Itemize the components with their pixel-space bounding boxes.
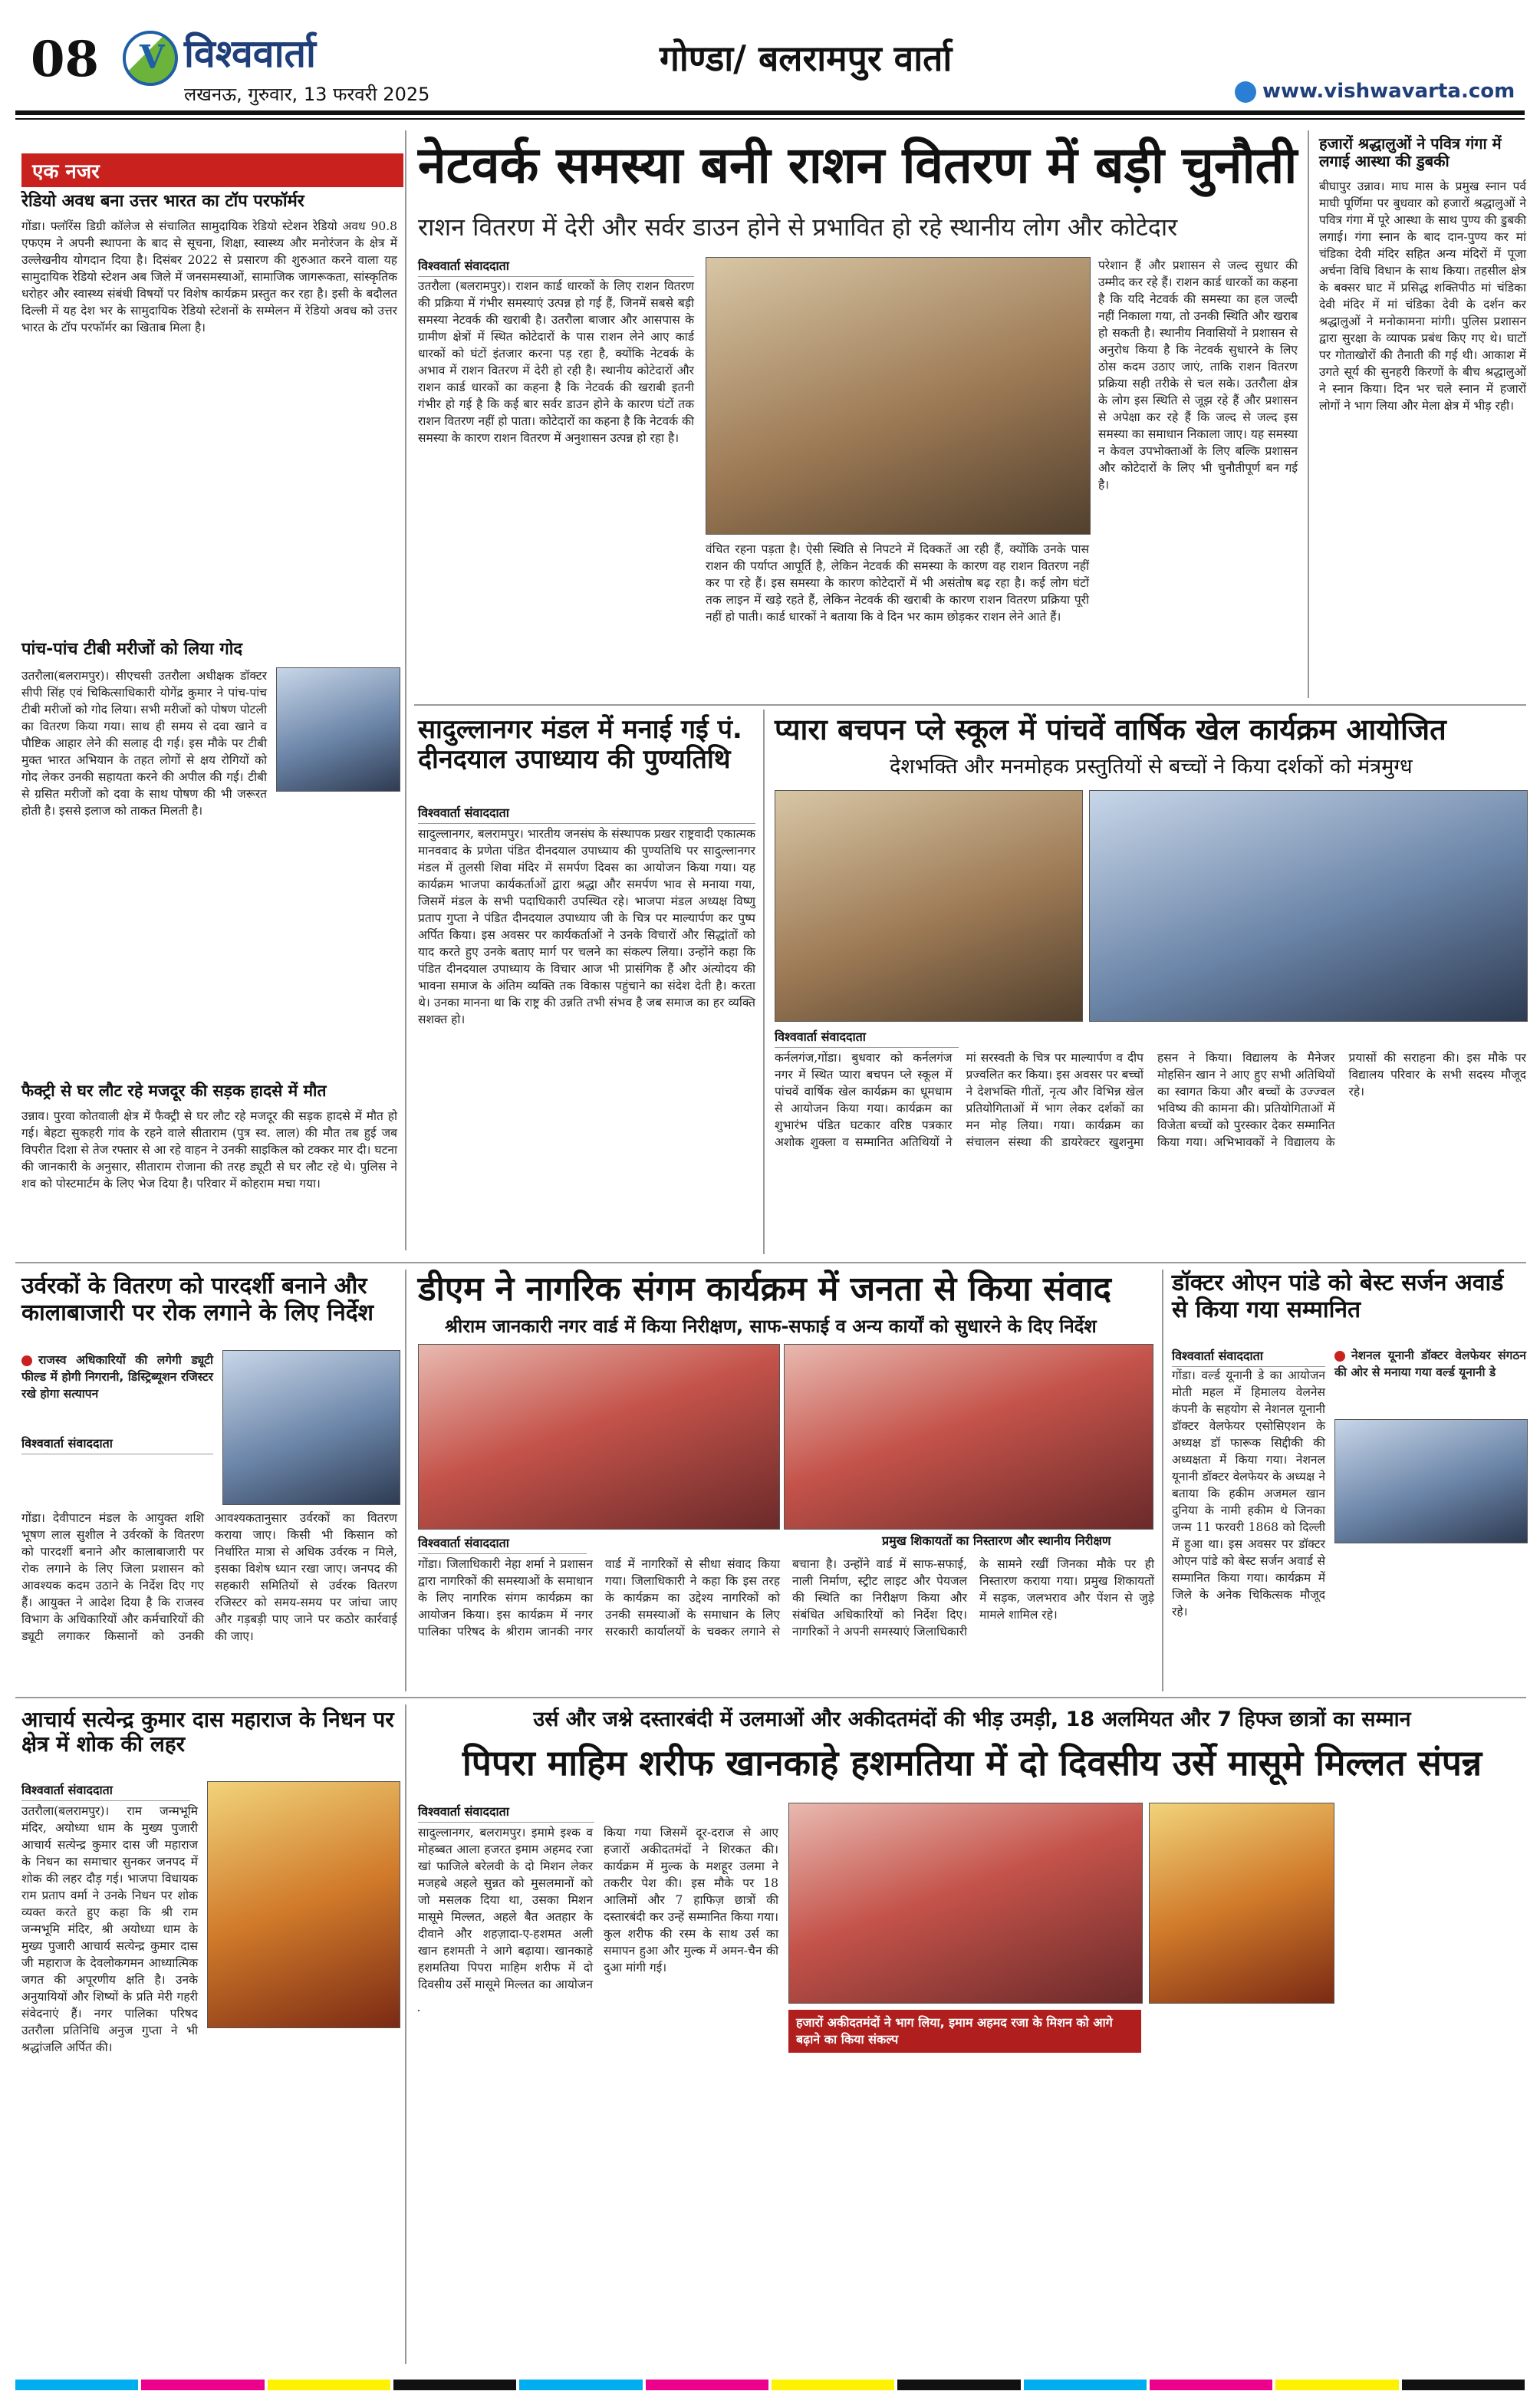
byline: विश्ववार्ता संवाददाता xyxy=(21,1781,190,1801)
byline: विश्ववार्ता संवाददाता xyxy=(418,1534,587,1554)
brief-body: गोंडा। फ्लॉरेंस डिग्री कॉलेज से संचालित सामुदायिक रेडियो स्टेशन रेडियो अवध 90.8 एफएम ने अपनी स्थापना के बाद से सूचना, शिक्षा, स्वास्थ्य और मनोरंजन के क्षेत्र में उल्लेखनीय योगदान दिया है। दिसंबर 2022 से प्रसारण की शुरुआत करने वाला यह सामुदायिक रेडियो स्टेशन अब जिले में जनसमस्याओं, सामाजिक जागरूकता, सांस्कृतिक धरोहर और स्वास्थ्य संबंधी विषयों पर विशेष कार्यक्रम प्रस्तुत कर रहा है। इसी के बदौलत दिल्ली में यह देश भर के सामुदायिक रेडियो स्टेशनों के सम्मेलन में रेडियो अवध को उत्तर भारत के टॉप परफॉर्मर का खिताब मिला है। xyxy=(21,219,397,334)
photo-caption: हजारों अकीदतमंदों ने भाग लिया, इमाम अहमद रजा के मिशन को आगे बढ़ाने का किया संकल्प xyxy=(788,2010,1141,2053)
column-divider xyxy=(405,1704,406,2364)
brief-body: बीघापुर उन्नाव। माघ मास के प्रमुख स्नान पर्व माघी पूर्णिमा पर बुधवार को हजारों श्रद्धालुओं ने पवित्र गंगा में पूरे आस्था के साथ पुण्य की डुबकी लगाई। गंगा स्नान के बाद दान-पुण्य कर मां चंडिका देवी मंदिर सहित अन्य मंदिरों में पूजा अर्चना विधि विधान के साथ किया। तहसील क्षेत्र के बक्सर घाट में प्रसिद्ध शक्तिपीठ मां चंडिका देवी मंदिर में मां चंडिका देवी के दर्शन कर श्रद्धालुओं ने मनोकामना मांगी। पुलिस प्रशासन द्वारा सुरक्षा के व्यापक प्रबंध किए गए थे। घाटों पर गोताखोरों की तैनाती की गई थी। आकाश में उगते सूर्य की सुनहरी किरणों के बीच श्रद्धालुओं ने स्नान किया। दिन भर चले स्नान में हजारों लोगों ने भाग लिया और मेला क्षेत्र में भीड़ रही। xyxy=(1319,179,1526,413)
story-headline: डीएम ने नागरिक संगम कार्यक्रम में जनता से किया संवाद xyxy=(418,1270,1111,1309)
article-body: कर्नलगंज,गोंडा। बुधवार को कर्नलगंज नगर में स्थित प्यारा बचपन प्ले स्कूल में पांचवें वार्षिक खेल कार्यक्रम का धूमधाम से आयोजन किया गया। कार्यक्रम का शुभारंभ पंडित घटकार वरिष्ठ पत्रकार अशोक शुक्ला व सम्मानित अतिथियों ने मां सरस्वती के चित्र पर माल्यार्पण व दीप प्रज्वलित कर किया। इस अवसर पर बच्चों ने देशभक्ति गीतों, नृत्य और विभिन्न खेल प्रतियोगिताओं में भाग लेकर दर्शकों का मन मोह लिया। गया। कार्यक्रम का संचालन संस्था की डायरेक्टर खुशनुमा हसन ने किया। विद्यालय के मैनेजर मोहसिन खान ने आए हुए सभी अतिथियों का स्वागत किया और बच्चों के उज्ज्वल भविष्य की कामना की। प्रतियोगिताओं में विजेता बच्चों को पुरस्कार देकर सम्मानित किया गया। अभिभावकों ने विद्यालय के प्रयासों की सराहना की। इस मौके पर विद्यालय परिवार के सभी सदस्य मौजूद रहे। xyxy=(775,1051,1526,1149)
article-body-continued xyxy=(21,2040,397,2363)
column-divider xyxy=(405,1270,406,1691)
brief-headline: हजारों श्रद्धालुओं ने पवित्र गंगा में लगाई आस्था की डुबकी xyxy=(1319,134,1502,170)
masthead-rule-thin xyxy=(15,118,1525,120)
brief-headline: फैक्ट्री से घर लौट रहे मजदूर की सड़क हादसे में मौत xyxy=(21,1082,327,1100)
section-divider xyxy=(15,1262,1526,1263)
article-body: परेशान हैं और प्रशासन से जल्द सुधार की उम्मीद कर रहे हैं। राशन कार्ड धारकों का कहना है कि यदि नेटवर्क की समस्या का हल जल्दी नहीं निकाला गया, तो उनकी स्थिति और खराब हो सकती है। स्थानीय निवासियों ने प्रशासन से अनुरोध किया है कि नेटवर्क सुधारने के लिए ठोस कदम उठाए जाएं, ताकि राशन वितरण प्रक्रिया सही तरीके से चल सके। उतरौला क्षेत्र के लोग इस स्थिति से जूझ रहे हैं और प्रशासन से अपेक्षा कर रहे हैं कि जल्द से जल्द इस समस्या का समाधान निकाला जाए। यह समस्या न केवल उपभोक्ताओं के लिए बल्कि प्रशासन और कोटेदारों के लिए भी चुनौतीपूर्ण बन गई है। xyxy=(1098,259,1298,492)
section-kicker: एक नजर xyxy=(21,153,403,187)
article-body-continued xyxy=(788,2063,1333,2363)
top-story-subhead: राशन वितरण में देरी और सर्वर डाउन होने से प्रभावित हो रहे स्थानीय लोग और कोटेदार xyxy=(418,212,1178,242)
brief-body: उन्नाव। पुरवा कोतवाली क्षेत्र में फैक्ट्री से घर लौट रहे मजदूर की सड़क हादसे में मौत हो गई। बेहटा सुकहरी गांव के रहने वाले सीताराम (पुत्र स्व. लाल) की मौत तब हुई जब विपरीत दिशा से तेज रफ्तार से आ रहे वाहन ने उनकी साइकिल को टक्कर मार दी। घटना की जानकारी के अनुसार, सीताराम रोजाना की तरह ड्यूटी से घर लौट रहे थे। पुलिस ने शव को पोस्टमार्टम के लिए भेज दिया है। परिवार में कोहराम मचा गया। xyxy=(21,1109,397,1191)
print-registration-marks xyxy=(15,2380,1525,2390)
news-photo-dm xyxy=(784,1344,1153,1530)
article-body: गोंडा। वर्ल्ड यूनानी डे का आयोजन मोती महल में हिमालय वेलनेस कंपनी के सहयोग से नेशनल यूनानी डॉक्टर वेलफेयर एसोसिएशन के अध्यक्ष डॉ फारूक सिद्दीकी की अध्यक्षता में किया गया। नेशनल यूनानी डॉक्टर वेलफेयर के अध्यक्ष ने बताया कि हकीम अजमल खान दुनिया के नामी हकीम थे जिनका जन्म 11 फरवरी 1868 को दिल्ली में हुआ था। इस अवसर पर डॉक्टर ओएन पांडे को बेस्ट सर्जन अवार्ड से सम्मानित किया गया। कार्यक्रम में जिले के अनेक चिकित्सक मौजूद रहे। xyxy=(1172,1368,1325,1619)
story-headline: आचार्य सत्येन्द्र कुमार दास महाराज के निधन पर क्षेत्र में शोक की लहर xyxy=(21,1707,394,1757)
news-photo xyxy=(276,667,400,792)
article-body-continued xyxy=(1344,1803,1526,2363)
column-divider xyxy=(1162,1270,1163,1691)
news-photo-ration xyxy=(706,257,1091,535)
article-body: उतरौला (बलरामपुर)। राशन कार्ड धारकों के लिए राशन वितरण की प्रक्रिया में गंभीर समस्याएं उत्पन्न हो गई हैं, जिनमें सबसे बड़ी समस्या नेटवर्क की खराबी है। उतरौला बाजार और आसपास के ग्रामीण क्षेत्रों में स्थित कोटेदारों के पास राशन लेने आए कार्ड धारकों को घंटों इंतजार करना पड़ रहा है, क्योंकि नेटवर्क के अभाव में राशन वितरण में देरी हो रही है। स्थानीय कोटेदारों और राशन कार्ड धारकों का कहना है कि नेटवर्क की खराबी इतनी गंभीर हो गई है कि कई बार सर्वर डाउन होने के कारण घंटों तक राशन वितरण नहीं हो पाता। कोटेदारों का कहना है कि नेटवर्क की समस्या के कारण राशन वितरण में अनुशासन उत्पन्न हो रहा है। xyxy=(418,279,694,445)
page-number: 08 xyxy=(31,31,100,88)
article-body-continued xyxy=(1334,1548,1526,1689)
story-bullet: राजस्व अधिकारियों की लगेगी ड्यूटी फील्ड में होगी निगरानी, डिस्ट्रिब्यूशन रजिस्टर रखे होगा सत्यापन xyxy=(21,1352,213,1421)
story-kicker-headline: उर्स और जश्ने दस्तारबंदी में उलमाओं और अकीदतमंदों की भीड़ उमड़ी, 18 अलमियत और 7 हिफ्ज छात्रों का सम्मान xyxy=(533,1708,1411,1731)
article-body: सादुल्लानगर, बलरामपुर। भारतीय जनसंघ के संस्थापक प्रखर राष्ट्रवादी एकात्मक मानववाद के प्रणेता पंडित दीनदयाल उपाध्याय की पुण्यतिथि पर सादुल्लानगर मंडल में तुलसी शिवा मंदिर में समर्पण दिवस का आयोजन किया गया। यह कार्यक्रम भाजपा कार्यकर्ताओं द्वारा श्रद्धा और समर्पण भाव से मनाया गया, जिसमें मंडल के सभी पदाधिकारी उपस्थित रहे। भाजपा मंडल अध्यक्ष विष्णु प्रताप गुप्ता ने पंडित दीनदयाल उपाध्याय जी के चित्र पर माल्यार्पण कर पुष्प अर्पित किया। इस अवसर पर कार्यकर्ताओं ने उनके विचारों और सिद्धांतों को याद करते हुए उनके बताए मार्ग पर चलने का संकल्प लिया। उन्होंने कहा कि पंडित दीनदयाल उपाध्याय के विचार आज भी प्रासंगिक हैं और अंत्योदय की भावना समाज के अंतिम व्यक्ति तक विकास पहुंचाने का संदेश देती है। करता थे। उनका मानना था कि राष्ट्र की उन्नति तभी संभव है जब समाज का हर व्यक्ति सशक्त हो। xyxy=(418,827,755,1026)
article-body: गोंडा। जिलाधिकारी नेहा शर्मा ने प्रशासन द्वारा नागरिकों की समस्याओं के समाधान के लिए नागरिक संगम कार्यक्रम का आयोजन किया। इस कार्यक्रम में नगर पालिका परिषद के श्रीराम जानकी नगर वार्ड में नागरिकों से सीधा संवाद किया गया। जिलाधिकारी ने कहा कि इस तरह के कार्यक्रम का उद्देश्य नागरिकों को उनकी समस्याओं के समाधान के लिए सरकारी कार्यालयों के चक्कर लगाने से बचाना है। उन्होंने वार्ड में साफ-सफाई, नाली निर्माण, स्ट्रीट लाइट और पेयजल की स्थिति का निरीक्षण किया और संबंधित अधिकारियों को निर्देश दिए। नागरिकों ने अपनी समस्याएं जिलाधिकारी के सामने रखीं जिनका मौके पर ही निस्तारण कराया गया। प्रमुख शिकायतों में सड़क, जलभराव और पेंशन से जुड़े मामले शामिल रहे। xyxy=(418,1557,1154,1639)
news-photo-urs xyxy=(1149,1803,1334,2004)
news-photo-commissioner xyxy=(222,1350,400,1505)
news-photo-dm xyxy=(418,1344,780,1530)
column-divider xyxy=(405,130,406,1250)
section-title: गोण्डा/ बलरामपुर वार्ता xyxy=(660,38,953,79)
news-photo-award xyxy=(1334,1419,1528,1543)
byline: विश्ववार्ता संवाददाता xyxy=(1172,1347,1325,1367)
photo-spacer xyxy=(418,2010,420,2011)
top-story-headline: नेटवर्क समस्या बनी राशन वितरण में बड़ी चुनौती xyxy=(418,136,1298,195)
news-photo-urs xyxy=(788,1803,1143,2004)
article-body: उतरौला(बलरामपुर)। राम जन्मभूमि मंदिर, अयोध्या धाम के मुख्य पुजारी आचार्य सत्येन्द्र कुमार दास जी महाराज के निधन का समाचार सुनकर जनपद में शोक की लहर दौड़ गई। भाजपा विधायक राम प्रताप वर्मा ने उनके निधन पर शोक व्यक्त करते हुए कहा कि श्री राम जन्मभूमि मंदिर, श्री अयोध्या धाम के मुख्य पुजारी आचार्य सत्येन्द्र कुमार दास जी महाराज के देवलोकगमन आध्यात्मिक जगत की अपूरणीय क्षति है। उनके अनुयायियों और शिष्यों के प्रति मेरी गहरी संवेदनाएं हैं। नगर पालिका परिषद उतरौला प्रतिनिधि अनुज गुप्ता ने भी श्रद्धांजलि अर्पित की। xyxy=(21,1804,198,2054)
story-bullet: नेशनल यूनानी डॉक्टर वेलफेयर संगठन की ओर से मनाया गया वर्ल्ड यूनानी डे xyxy=(1334,1347,1526,1416)
byline: विश्ववार्ता संवाददाता xyxy=(418,257,694,277)
column-divider xyxy=(763,710,765,1254)
section-divider xyxy=(15,1697,1526,1698)
story-headline: डॉक्टर ओएन पांडे को बेस्ट सर्जन अवार्ड से किया गया सम्मानित xyxy=(1172,1270,1504,1323)
story-subhead: श्रीराम जानकारी नगर वार्ड में किया निरीक्षण, साफ-सफाई व अन्य कार्यों को सुधारने के दिए निर्देश xyxy=(445,1316,1097,1337)
website-url: www.vishwavarta.com xyxy=(1262,80,1515,103)
brief-headline: रेडियो अवध बना उत्तर भारत का टॉप परफॉर्मर xyxy=(21,192,304,211)
story-headline: सादुल्लानगर मंडल में मनाई गई पं. दीनदयाल उपाध्याय की पुण्यतिथि xyxy=(418,714,742,776)
story-headline: प्यारा बचपन प्ले स्कूल में पांचवें वार्षिक खेल कार्यक्रम आयोजित xyxy=(775,713,1446,746)
masthead-rule xyxy=(15,110,1525,115)
brief-body-continued xyxy=(21,798,397,1074)
section-divider xyxy=(414,704,1526,706)
brief-body: उतरौला(बलरामपुर)। सीएचसी उतरौला अधीक्षक डॉक्टर सीपी सिंह एवं चिकित्साधिकारी योगेंद्र कुमार ने पांच-पांच टीबी मरीजों को गोद लिया। सभी मरीजों को पोषण पोटली का वितरण किया गया। साथ ही समय से दवा खाने व पौष्टिक आहार लेने की सलाह दी गई। इस मौके पर टीबी मुक्त भारत अभियान के तहत लोगों से क्षय रोगियों को गोद लेकर उनकी सहायता करने की अपील की गई। टीबी से ग्रसित मरीजों को दवा के साथ पोषण की भी जरूरत होती है। इससे इलाज को ताकत मिलती है। xyxy=(21,669,267,818)
story-headline: पिपरा माहिम शरीफ खानकाहे हशमतिया में दो दिवसीय उर्से मासूमे मिल्लत संपन्न xyxy=(462,1742,1482,1783)
web-globe-icon xyxy=(1235,81,1256,103)
byline: विश्ववार्ता संवाददाता xyxy=(418,1803,594,1823)
website-link[interactable] xyxy=(1235,80,1515,103)
byline: विश्ववार्ता संवाददाता xyxy=(21,1434,213,1454)
brief-headline: पांच-पांच टीबी मरीजों को लिया गोद xyxy=(21,640,243,659)
newspaper-logo-icon: V xyxy=(123,31,178,86)
article-body: वंचित रहना पड़ता है। ऐसी स्थिति से निपटने में दिक्कतें आ रही हैं, क्योंकि उनके पास राशन की पर्याप्त आपूर्ति है, लेकिन नेटवर्क की समस्या के कारण वह राशन वितरण नहीं कर पा रहे हैं। इस समस्या के कारण कोटेदारों में भी असंतोष बढ़ रहा है। कई लोग घंटों तक लाइन में खड़े रहते हैं, लेकिन नेटवर्क की खराबी के कारण राशन वितरण प्रक्रिया पूरी नहीं हो पाती। कार्ड धारकों ने बताया कि वे दिन भर काम छोड़कर राशन लेने आते हैं। xyxy=(706,542,1089,624)
story-crosshead: प्रमुख शिकायतों का निस्तारण और स्थानीय निरीक्षण xyxy=(882,1533,1111,1548)
byline: विश्ववार्ता संवाददाता xyxy=(775,1028,959,1048)
article-body: सादुल्लानगर, बलरामपुर। इमामे इश्क व मोहब्बत आला हजरत इमाम अहमद रजा खां फाजिले बरेलवी के दो मिशन लेकर मजहबे अहले सुन्नत को मुसलमानों को जो मसलक दिया था, उसका मिशन मासूमे मिल्लत, अहले बैत अतहार के दीवाने और शहज़ादा-ए-हशमत अली खान हशमती ने आगे बढ़ाया। खानकाहे हशमतिया पिपरा माहिम शरीफ में दो दिवसीय उर्से मासूमे मिल्लत का आयोजन किया गया जिसमें दूर-दराज से आए हजारों अकीदतमंदों ने शिरकत की। कार्यक्रम में मुल्क के मशहूर उलमा ने तकरीर पेश की। इस मौके पर 18 आलिमों और 7 हाफिज़ छात्रों की दस्तारबंदी कर उन्हें सम्मानित किया गया। कुल शरीफ की रस्म के साथ उर्स का समापन हुआ और मुल्क में अमन-चैन की दुआ मांगी गई। xyxy=(418,1826,778,1991)
story-headline: उर्वरकों के वितरण को पारदर्शी बनाने और कालाबाजारी पर रोक लगाने के लिए निर्देश xyxy=(21,1273,374,1326)
story-subhead: देशभक्ति और मनमोहक प्रस्तुतियों से बच्चों ने किया दर्शकों को मंत्रमुग्ध xyxy=(890,755,1413,779)
dateline: लखनऊ, गुरुवार, 13 फरवरी 2025 xyxy=(184,84,430,105)
article-body: गोंडा। देवीपाटन मंडल के आयुक्त शशि भूषण लाल सुशील ने उर्वरकों के वितरण को पारदर्शी बनाने और कालाबाजारी पर रोक लगाने के लिए जिला प्रशासन को आवश्यक कदम उठाने के निर्देश दिए गए हैं। आयुक्त ने आदेश दिया है कि राजस्व विभाग के अधिकारियों और कर्मचारियों की ड्यूटी लगाकर किसानों को उनकी आवश्यकतानुसार उर्वरकों का वितरण कराया जाए। किसी भी किसान को निर्धारित मात्रा से अधिक उर्वरक न मिले, इसका विशेष ध्यान रखा जाए। जनपद की सहकारी समितियों से उर्वरक वितरण रजिस्टर को समय-समय पर जांचा जाए और गड़बड़ी पाए जाने पर कठोर कार्रवाई की जाए। xyxy=(21,1511,397,1643)
newspaper-name: विश्ववार्ता xyxy=(184,31,316,76)
byline: विश्ववार्ता संवाददाता xyxy=(418,804,755,824)
news-photo-kids xyxy=(775,790,1083,1022)
news-photo-acharya xyxy=(207,1781,400,2028)
column-divider xyxy=(1308,130,1309,698)
news-photo-award xyxy=(1089,790,1528,1022)
